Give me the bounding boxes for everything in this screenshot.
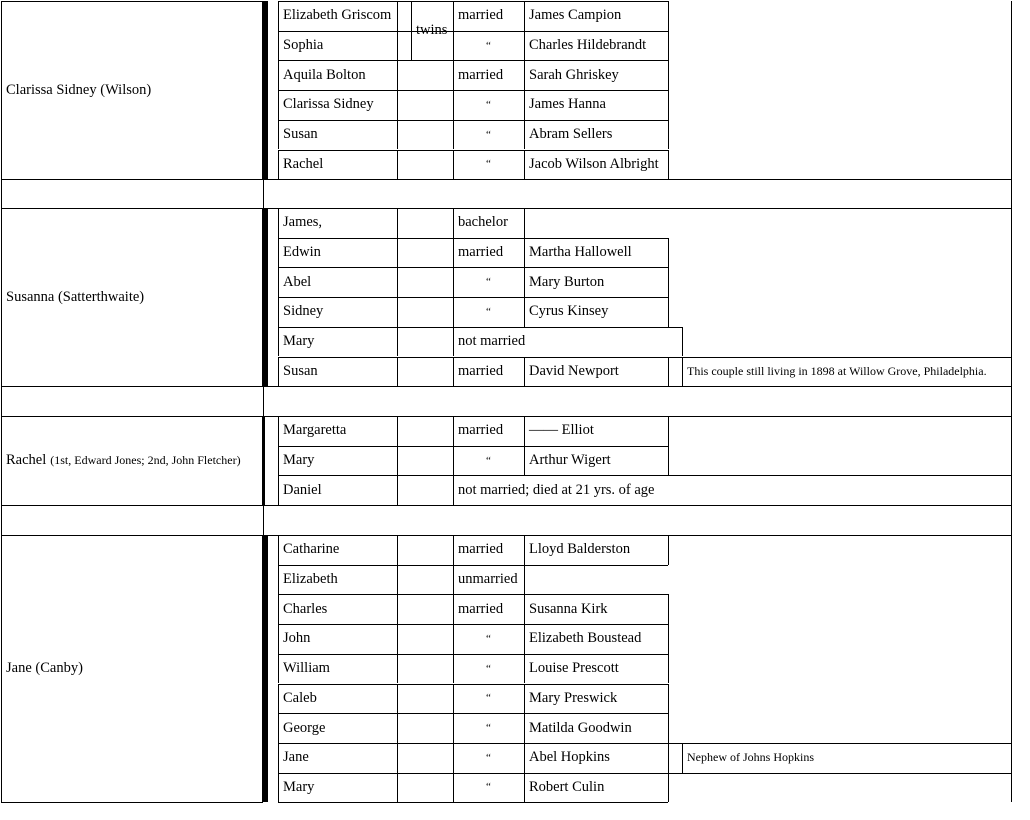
marital-status: married	[458, 244, 504, 261]
gap-left-border	[1, 505, 2, 535]
child-name: Mary	[283, 452, 315, 469]
name-right-border	[397, 31, 398, 61]
spouse-name: Louise Prescott	[529, 660, 619, 677]
spouse-right-border	[668, 535, 669, 565]
spouse-name: Arthur Wigert	[529, 452, 611, 469]
family-parent-cell	[0, 535, 262, 802]
spouse-name: David Newport	[529, 362, 619, 379]
name-right-border	[397, 684, 398, 714]
gap-divider	[263, 386, 264, 416]
spouse-right-border	[668, 150, 669, 180]
child-name: Aquila Bolton	[283, 66, 366, 83]
parent-bottom-border	[1, 505, 263, 506]
parent-name: Rachel	[6, 452, 47, 469]
marital-status: “	[486, 751, 491, 764]
spouse-name: Mary Preswick	[529, 689, 618, 706]
marital-status: married	[458, 600, 504, 617]
name-right-border	[397, 416, 398, 446]
name-right-border	[397, 208, 398, 238]
child-name: Catharine	[283, 541, 340, 558]
name-right-border	[397, 743, 398, 773]
status-right-border	[524, 565, 525, 595]
name-right-border	[397, 713, 398, 743]
spouse-name: Sarah Ghriskey	[529, 66, 619, 83]
child-name: Daniel	[283, 481, 322, 498]
child-name: Margaretta	[283, 422, 347, 439]
child-name: Edwin	[283, 244, 321, 261]
marital-status: “	[486, 662, 491, 675]
table-right-border	[1011, 416, 1012, 505]
spouse-name: Abel Hopkins	[529, 749, 610, 766]
spouse-name: Charles Hildebrandt	[529, 37, 647, 54]
spouse-right-border	[668, 446, 669, 476]
marital-status: “	[486, 98, 491, 111]
parent-name: Clarissa Sidney (Wilson)	[6, 81, 152, 98]
name-right-border	[397, 267, 398, 297]
marital-status: “	[486, 722, 491, 735]
name-right-border	[397, 624, 398, 654]
name-right-border	[397, 594, 398, 624]
gap-left-border	[1, 179, 2, 208]
spouse-name: Jacob Wilson Albright	[529, 155, 659, 172]
marital-status: married	[458, 541, 504, 558]
family-parent-cell	[0, 208, 262, 386]
twins-label: twins	[416, 22, 448, 39]
spouse-right-border	[668, 90, 669, 120]
marital-status: “	[486, 128, 491, 141]
gap-left-border	[1, 386, 2, 416]
family-parent-cell	[0, 416, 262, 505]
gap-right-border	[1011, 505, 1012, 535]
row-bottom-border	[278, 505, 1011, 506]
gap-divider	[263, 505, 264, 535]
marital-status: “	[486, 692, 491, 705]
family-note: This couple still living in 1898 at Willow Grove, Philadelphia.	[687, 363, 987, 378]
child-name: Charles	[283, 600, 328, 617]
marital-status: “	[486, 781, 491, 794]
spouse-name: Mary Burton	[529, 273, 605, 290]
name-right-border	[397, 297, 398, 327]
children-bracket	[265, 208, 268, 386]
spouse-right-border	[668, 594, 669, 624]
child-name: Rachel	[283, 155, 324, 172]
marital-status: not married; died at 21 yrs. of age	[458, 481, 655, 498]
child-name: Sidney	[283, 303, 324, 320]
child-name: Susan	[283, 362, 318, 379]
spouse-right-border	[668, 773, 669, 803]
child-name: George	[283, 719, 326, 736]
gap-divider	[263, 179, 264, 208]
spouse-right-border	[668, 743, 669, 773]
marital-status: “	[486, 454, 491, 467]
marital-status: married	[458, 66, 504, 83]
spouse-right-border	[668, 357, 669, 387]
child-name: James,	[283, 214, 323, 231]
child-name: Elizabeth Griscom	[283, 7, 392, 24]
children-bracket	[265, 1, 268, 179]
child-name: Sophia	[283, 37, 324, 54]
spouse-right-border	[668, 713, 669, 743]
name-right-border	[397, 565, 398, 595]
name-right-border	[397, 1, 398, 31]
table-right-border	[1011, 1, 1012, 179]
child-name: Mary	[283, 333, 315, 350]
marital-status: “	[486, 158, 491, 171]
name-right-border	[397, 327, 398, 357]
parent-marriages-note: (1st, Edward Jones; 2nd, John Fletcher)	[50, 453, 241, 468]
spouse-name: Elizabeth Boustead	[529, 630, 642, 647]
name-right-border	[397, 475, 398, 505]
marital-status: not married	[458, 333, 526, 350]
status-right-border	[682, 327, 683, 357]
spouse-right-border	[668, 267, 669, 297]
parent-divider	[262, 416, 265, 505]
name-right-border	[397, 150, 398, 180]
family-note: Nephew of Johns Hopkins	[687, 750, 814, 765]
name-right-border	[397, 357, 398, 387]
name-right-border	[397, 535, 398, 565]
spouse-right-border	[668, 416, 669, 446]
children-bracket	[265, 535, 268, 802]
child-name: Caleb	[283, 689, 317, 706]
marital-status: married	[458, 7, 504, 24]
parent-name: Jane (Canby)	[6, 660, 83, 677]
spouse-name: Robert Culin	[529, 778, 605, 795]
spouse-right-border	[668, 238, 669, 268]
name-right-border	[397, 60, 398, 90]
spouse-name: Abram Sellers	[529, 126, 613, 143]
spouse-name: James Hanna	[529, 96, 606, 113]
spouse-name: Martha Hallowell	[529, 244, 632, 261]
spouse-name: Matilda Goodwin	[529, 719, 632, 736]
spouse-right-border	[668, 31, 669, 61]
spouse-right-border	[668, 297, 669, 327]
spouse-right-border	[668, 1, 669, 31]
spouse-name: James Campion	[529, 7, 622, 24]
spouse-name: Lloyd Balderston	[529, 541, 631, 558]
spouse-right-border	[668, 684, 669, 714]
child-name: Susan	[283, 126, 318, 143]
gap-right-border	[1011, 179, 1012, 208]
parent-name: Susanna (Satterthwaite)	[6, 288, 145, 305]
family-parent-cell	[0, 1, 262, 179]
status-right-border	[524, 208, 525, 238]
name-right-border	[397, 654, 398, 684]
child-name: William	[283, 660, 330, 677]
spouse-right-border	[668, 624, 669, 654]
marital-status: “	[486, 632, 491, 645]
name-right-border	[397, 238, 398, 268]
spouse-right-border	[668, 120, 669, 150]
marital-status: “	[486, 276, 491, 289]
table-right-border	[1011, 208, 1012, 386]
name-right-border	[397, 120, 398, 150]
spouse-name: Cyrus Kinsey	[529, 303, 609, 320]
spouse-right-border	[668, 60, 669, 90]
table-right-border	[1011, 535, 1012, 802]
marital-status: unmarried	[458, 571, 518, 588]
marital-status: “	[486, 39, 491, 52]
child-name: Jane	[283, 749, 309, 766]
child-name: Clarissa Sidney	[283, 96, 374, 113]
child-name: John	[283, 630, 311, 647]
child-name: Elizabeth	[283, 571, 338, 588]
marital-status: married	[458, 362, 504, 379]
name-right-border	[397, 446, 398, 476]
marital-status: “	[486, 305, 491, 318]
marital-status: bachelor	[458, 214, 508, 231]
marital-status: married	[458, 422, 504, 439]
name-right-border	[397, 90, 398, 120]
spouse-name: —— Elliot	[529, 422, 594, 439]
child-name: Abel	[283, 273, 312, 290]
gap-right-border	[1011, 386, 1012, 416]
child-name: Mary	[283, 778, 315, 795]
spouse-name: Susanna Kirk	[529, 600, 608, 617]
name-right-border	[397, 773, 398, 803]
spouse-right-border	[668, 654, 669, 684]
